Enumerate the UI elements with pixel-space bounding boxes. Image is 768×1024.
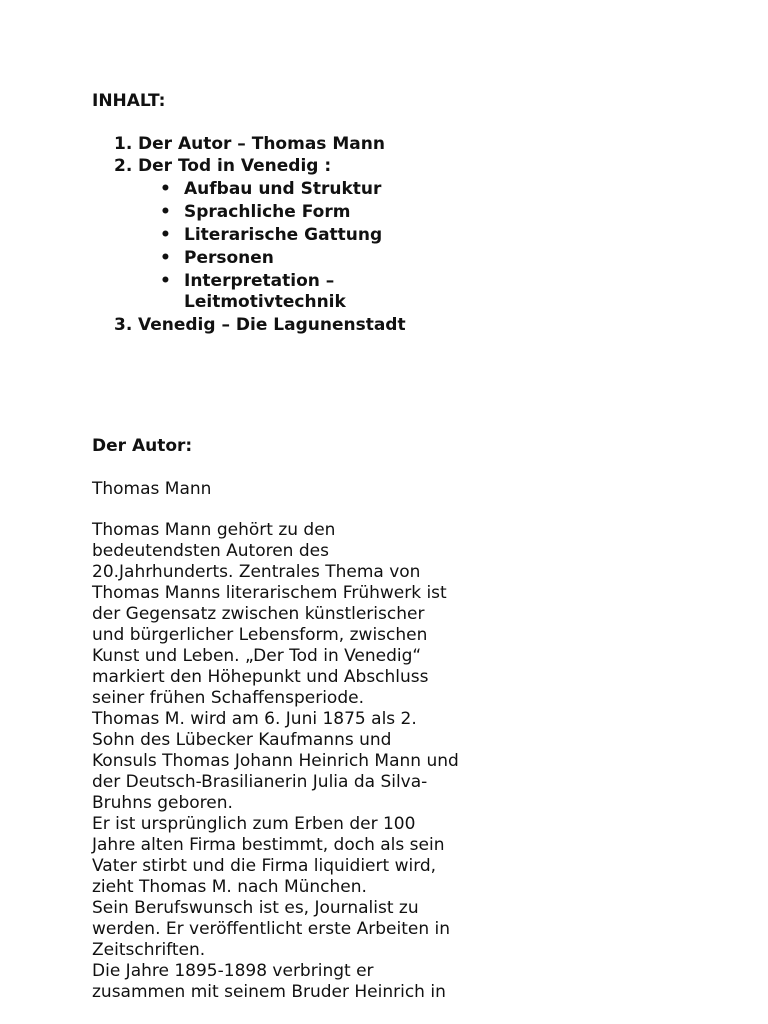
toc-item-label: Der Autor – Thomas Mann (138, 134, 385, 154)
paragraph: Er ist ursprünglich zum Erben der 100 Jahre alten Firma bestimmt, doch als sein Vater stirbt und die Firma liquidiert wird, zieht Thomas M. nach München. (92, 814, 445, 897)
toc-item-number: 2. (114, 156, 133, 176)
toc-item-venice (92, 314, 512, 336)
bullet-icon: • (160, 271, 171, 291)
body-text (92, 520, 492, 1003)
toc-subitem-label: Personen (184, 248, 274, 268)
toc-subitem-label: Sprachliche Form (184, 202, 351, 222)
table-of-contents (92, 91, 512, 336)
bullet-icon: • (160, 248, 171, 268)
toc-list (92, 133, 512, 336)
toc-item-death-in-venice (92, 155, 512, 314)
toc-item-author (92, 133, 512, 155)
toc-subitem (138, 201, 512, 224)
bullet-icon: • (160, 225, 171, 245)
section-subtitle: Thomas Mann (92, 479, 212, 499)
toc-item-number: 3. (114, 315, 133, 335)
section-heading: Der Autor: (92, 436, 193, 456)
toc-item-label: Der Tod in Venedig : (138, 156, 332, 176)
toc-subitem (138, 270, 512, 314)
bullet-icon: • (160, 179, 171, 199)
toc-subitem-label: Interpretation – Leitmotivtechnik (184, 271, 346, 312)
toc-subitem (138, 178, 512, 201)
toc-sublist (138, 178, 512, 314)
paragraph: Thomas Mann gehört zu den bedeutendsten Autoren des 20.Jahrhunderts. Zentrales Thema von Thomas Manns literarischem Frühwerk ist der Gegensatz zwischen künstlerischer und bürgerlicher Lebensform, zwischen Kunst und Leben. „Der Tod in Venedig“ markiert den Höhepunkt und Abschluss seiner frühen Schaffensperiode. (92, 520, 447, 708)
toc-item-label: Venedig – Die Lagunenstadt (138, 315, 406, 335)
toc-subitem-label: Literarische Gattung (184, 225, 383, 245)
toc-item-number: 1. (114, 134, 133, 154)
paragraph: Thomas M. wird am 6. Juni 1875 als 2. Sohn des Lübecker Kaufmanns und Konsuls Thomas Johann Heinrich Mann und der Deutsch-Brasilianerin Julia da Silva- Bruhns geboren. (92, 709, 459, 813)
paragraph: Sein Berufswunsch ist es, Journalist zu werden. Er veröffentlicht erste Arbeiten in Zeitschriften. (92, 898, 451, 960)
toc-subitem-label: Aufbau und Struktur (184, 179, 382, 199)
toc-subitem (138, 247, 512, 270)
toc-subitem (138, 224, 512, 247)
paragraph: Die Jahre 1895-1898 verbringt er zusammen mit seinem Bruder Heinrich in (92, 961, 446, 1002)
toc-heading: INHALT: (92, 91, 166, 111)
bullet-icon: • (160, 202, 171, 222)
